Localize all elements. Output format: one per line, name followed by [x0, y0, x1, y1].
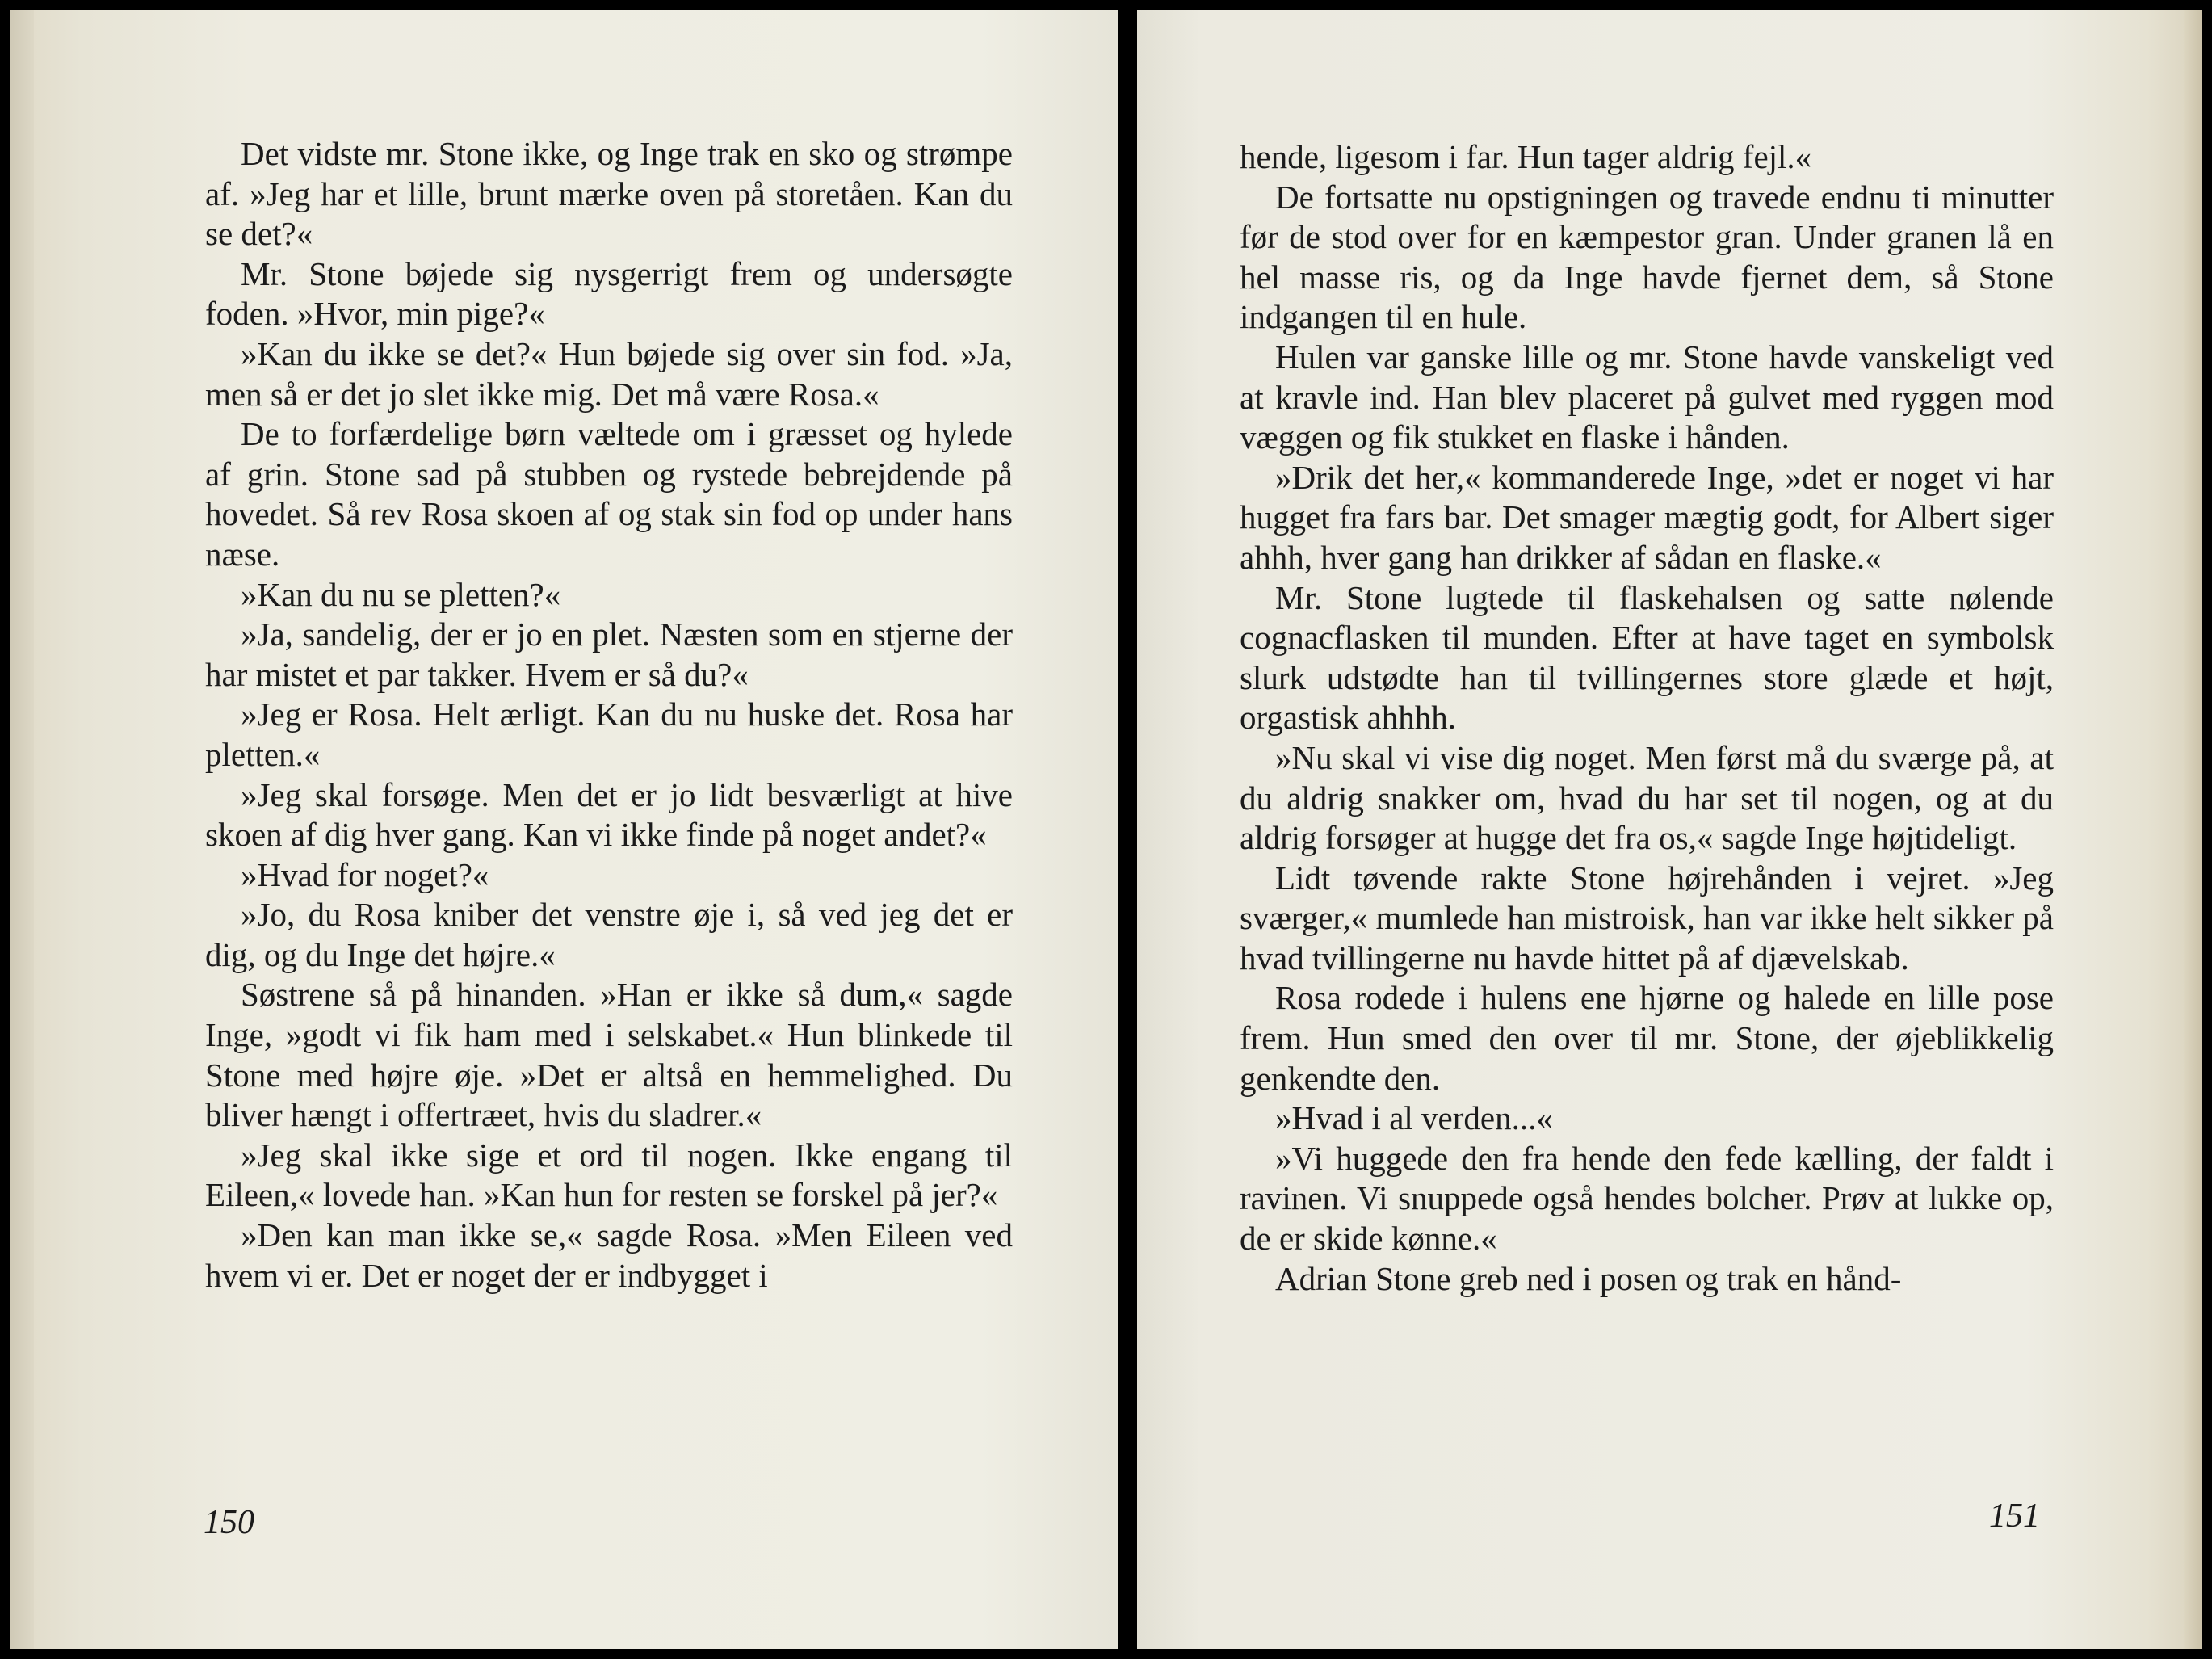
page-edge: [2184, 10, 2202, 1649]
paragraph: De to forfærdelige børn væltede om i græsset og hylede af grin. Stone sad på stubben og rystede bebrejdende på hovedet. Så rev Rosa skoen af og stak sin fod op under hans næse.: [205, 415, 1013, 573]
paragraph: »Kan du ikke se det?« Hun bøjede sig over sin fod. »Ja, men så er det jo slet ikke mig. Det må være Rosa.«: [205, 334, 1013, 413]
paragraph: »Vi huggede den fra hende den fede kælling, der faldt i ravinen. Vi snuppede også hendes bolcher. Prøv at lukke op, de er skide kønne.«: [1240, 1139, 2054, 1258]
paragraph: »Hvad i al verden...«: [1275, 1099, 1553, 1137]
left-page: [10, 10, 1118, 1649]
paragraph: Adrian Stone greb ned i posen og trak en hånd-: [1275, 1259, 1902, 1297]
paragraph: »Kan du nu se pletten?«: [241, 575, 561, 613]
paragraph: »Jeg skal ikke sige et ord til nogen. Ikke engang til Eileen,« lovede han. »Kan hun for resten se forskel på jer?«: [205, 1136, 1013, 1214]
paragraph: Mr. Stone bøjede sig nysgerrigt frem og undersøgte foden. »Hvor, min pige?«: [205, 254, 1013, 333]
paragraph: Lidt tøvende rakte Stone højrehånden i vejret. »Jeg sværger,« mumlede han mistroisk, han var ikke helt sikker på hvad tvillingerne nu havde hittet på af djævelskab.: [1240, 859, 2054, 976]
right-page: [1137, 10, 2202, 1649]
paragraph: Rosa rodede i hulens ene hjørne og halede en lille pose frem. Hun smed den over til mr. Stone, der øjeblikkelig genkendte den.: [1240, 979, 2054, 1097]
right-page-text: [1240, 137, 2054, 1299]
paragraph: »Jeg er Rosa. Helt ærligt. Kan du nu huske det. Rosa har pletten.«: [205, 695, 1013, 773]
page-gutter: [10, 10, 34, 1649]
paragraph: »Drik det her,« kommanderede Inge, »det er noget vi har hugget fra fars bar. Det smager mægtig godt, for Albert siger ahhh, hver gang han drikker af sådan en flaske.«: [1240, 458, 2054, 576]
paragraph: »Jeg skal forsøge. Men det er jo lidt besværligt at hive skoen af dig hver gang. Kan vi ikke finde på noget andet?«: [205, 775, 1013, 854]
paragraph: »Hvad for noget?«: [241, 855, 489, 893]
paragraph: »Jo, du Rosa kniber det venstre øje i, så ved jeg det er dig, og du Inge det højre.«: [205, 896, 1013, 973]
paragraph: Hulen var ganske lille og mr. Stone havde vanskeligt ved at kravle ind. Han blev placeret på gulvet med ryggen mod væggen og fik stukket en flaske i hånden.: [1240, 338, 2054, 456]
paragraph: Mr. Stone lugtede til flaskehalsen og satte nølende cognacflasken til munden. Efter at have taget en symbolsk slurk udstødte han til tvillingernes store glæde et højt, orgastisk ahhhh.: [1240, 578, 2054, 737]
page-number-right: 151: [1989, 1497, 2040, 1535]
paragraph: De fortsatte nu opstigningen og travede endnu ti minutter før de stod over for en kæmpestor gran. Under granen lå en hel masse ris, og da Inge havde fjernet dem, så Stone indgangen til en hule.: [1240, 178, 2054, 336]
paragraph: »Den kan man ikke se,« sagde Rosa. »Men Eileen ved hvem vi er. Det er noget der er indbygget i: [205, 1216, 1013, 1294]
page-number-left: 150: [204, 1504, 254, 1541]
paragraph: »Ja, sandelig, der er jo en plet. Næsten som en stjerne der har mistet et par takker. Hvem er så du?«: [205, 615, 1013, 693]
continuation-paragraph: hende, ligesom i far. Hun tager aldrig fejl.«: [1240, 138, 1812, 175]
left-page-text: [205, 134, 1013, 1296]
paragraph: Søstrene så på hinanden. »Han er ikke så dum,« sagde Inge, »godt vi fik ham med i selskabet.« Hun blinkede til Stone med højre øje. »Det er altså en hemmelighed. Du bliver hængt i offertræet, hvis du sladrer.«: [205, 976, 1013, 1134]
paragraph: »Nu skal vi vise dig noget. Men først må du sværge på, at du aldrig snakker om, hvad du har set til nogen, og at du aldrig forsøger at hugge det fra os,« sagde Inge højtideligt.: [1240, 738, 2054, 857]
paragraph: Det vidste mr. Stone ikke, og Inge trak en sko og strømpe af. »Jeg har et lille, brunt mærke oven på storetåen. Kan du se det?«: [205, 135, 1013, 253]
